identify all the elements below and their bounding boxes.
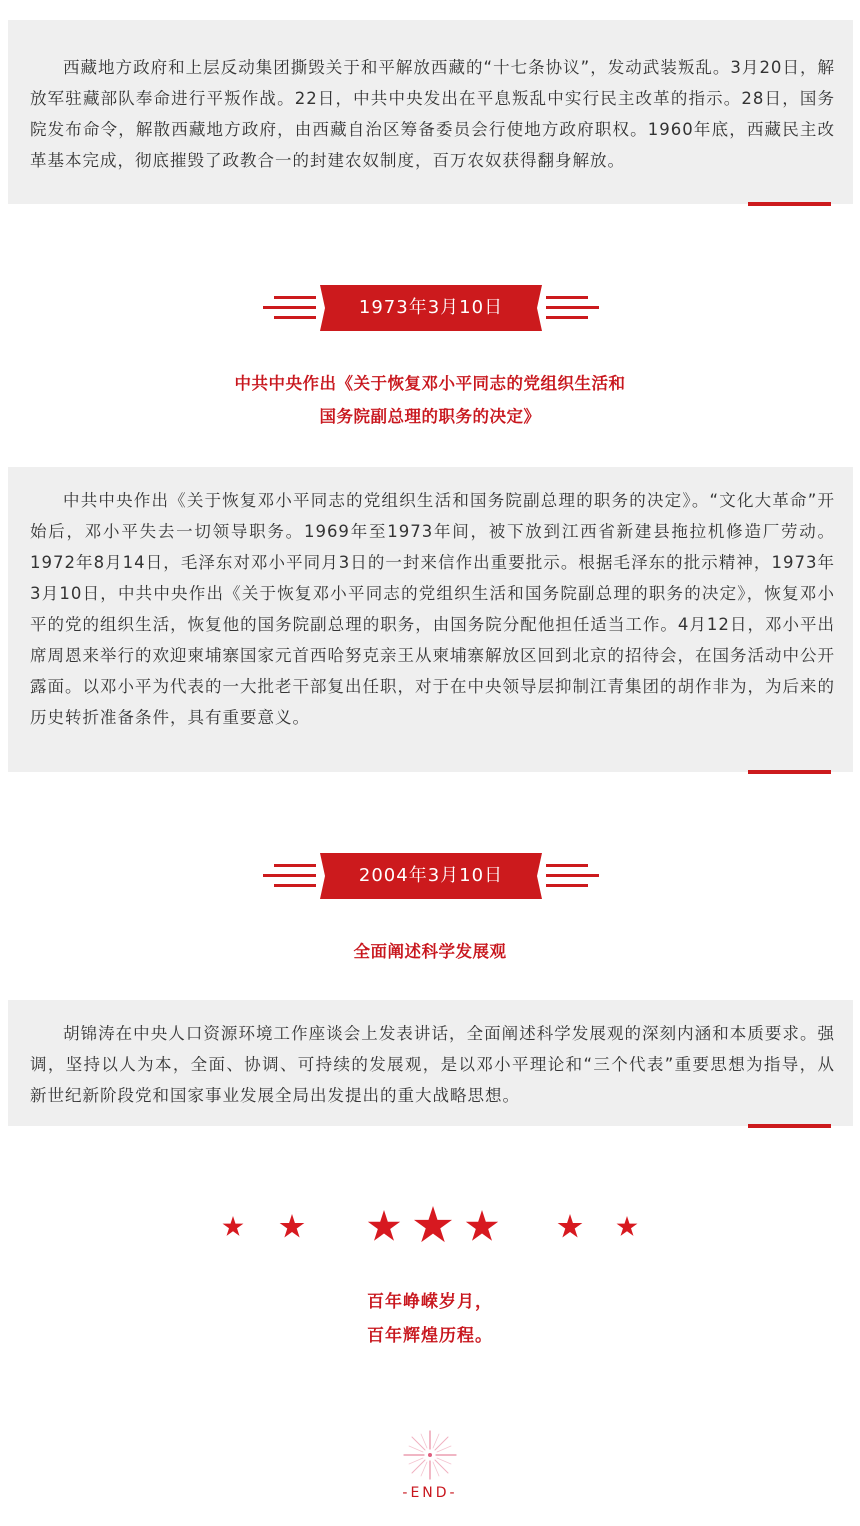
end-label: -END- [402,1485,458,1501]
star-icon [617,1216,638,1236]
star-icon [280,1214,305,1238]
divider-accent-2 [748,770,831,774]
divider-accent-1 [748,202,831,206]
star-icon [414,1206,452,1242]
paragraph-1973: 中共中央作出《关于恢复邓小平同志的党组织生活和国务院副总理的职务的决定》。“文化大革命”开始后，邓小平失去一切领导职务。1969年至1973年间，被下放到江西省新建县拖拉机修造厂劳动。1972年8月14日，毛泽东对邓小平同月3日的一封来信作出重要批示。根据毛泽东的批示精神，1973年3月10日，中共中央作出《关于恢复邓小平同志的党组织生活和国务院副总理的职务的决定》，恢复邓小平的党的组织生活，恢复他的国务院副总理的职务，由国务院分配他担任适当工作。4月12日，邓小平出席周恩来举行的欢迎柬埔寨国家元首西哈努克亲王从柬埔寨解放区回到北京的招待会，在国务活动中公开露面。以邓小平为代表的一大批老干部复出任职，对于在中央领导层抑制江青集团的胡作非为，为后来的历史转折准备条件，具有重要意义。 [30,491,835,727]
text-box-2004 [8,1000,853,1126]
text-box-1973 [8,467,853,772]
text-box-1959 [8,20,853,204]
closing-line-1: 百年峥嵘岁月， [367,1292,493,1312]
closing-line-2: 百年辉煌历程。 [367,1326,493,1346]
star-icon [223,1216,244,1236]
star-icon [466,1210,498,1241]
closing-text [0,1285,860,1353]
date-label: 1973年3月10日 [358,297,504,318]
star-icon [368,1210,400,1241]
paragraph-1959: 西藏地方政府和上层反动集团撕毁关于和平解放西藏的“十七条协议”，发动武装叛乱。3月20日，解放军驻藏部队奉命进行平叛作战。22日，中共中央发出在平息叛乱中实行民主改革的指示。28日，国务院发布命令，解散西藏地方政府，由西藏自治区筹备委员会行使地方政府职权。1960年底，西藏民主改革基本完成，彻底摧毁了政教合一的封建农奴制度，百万农奴获得翻身解放。 [30,58,835,170]
stars-decoration [0,1200,860,1260]
paragraph-2004: 胡锦涛在中央人口资源环境工作座谈会上发表讲话，全面阐述科学发展观的深刻内涵和本质要求。强调，坚持以人为本，全面、协调、可持续的发展观，是以邓小平理论和“三个代表”重要思想为指导，从新世纪新阶段党和国家事业发展全局出发提出的重大战略思想。 [30,1024,835,1105]
divider-accent-3 [748,1124,831,1128]
date-banner-2004 [0,853,860,903]
date-banner-1973 [0,285,860,335]
date-label: 2004年3月10日 [358,865,504,886]
firework-icon [400,1428,460,1483]
headline-2004: 全面阐述科学发展观 [353,942,507,961]
headline-1973-line1: 中共中央作出《关于恢复邓小平同志的党组织生活和 [234,374,626,393]
star-icon [558,1214,583,1238]
headline-1973-line2: 国务院副总理的职务的决定》 [319,407,541,426]
